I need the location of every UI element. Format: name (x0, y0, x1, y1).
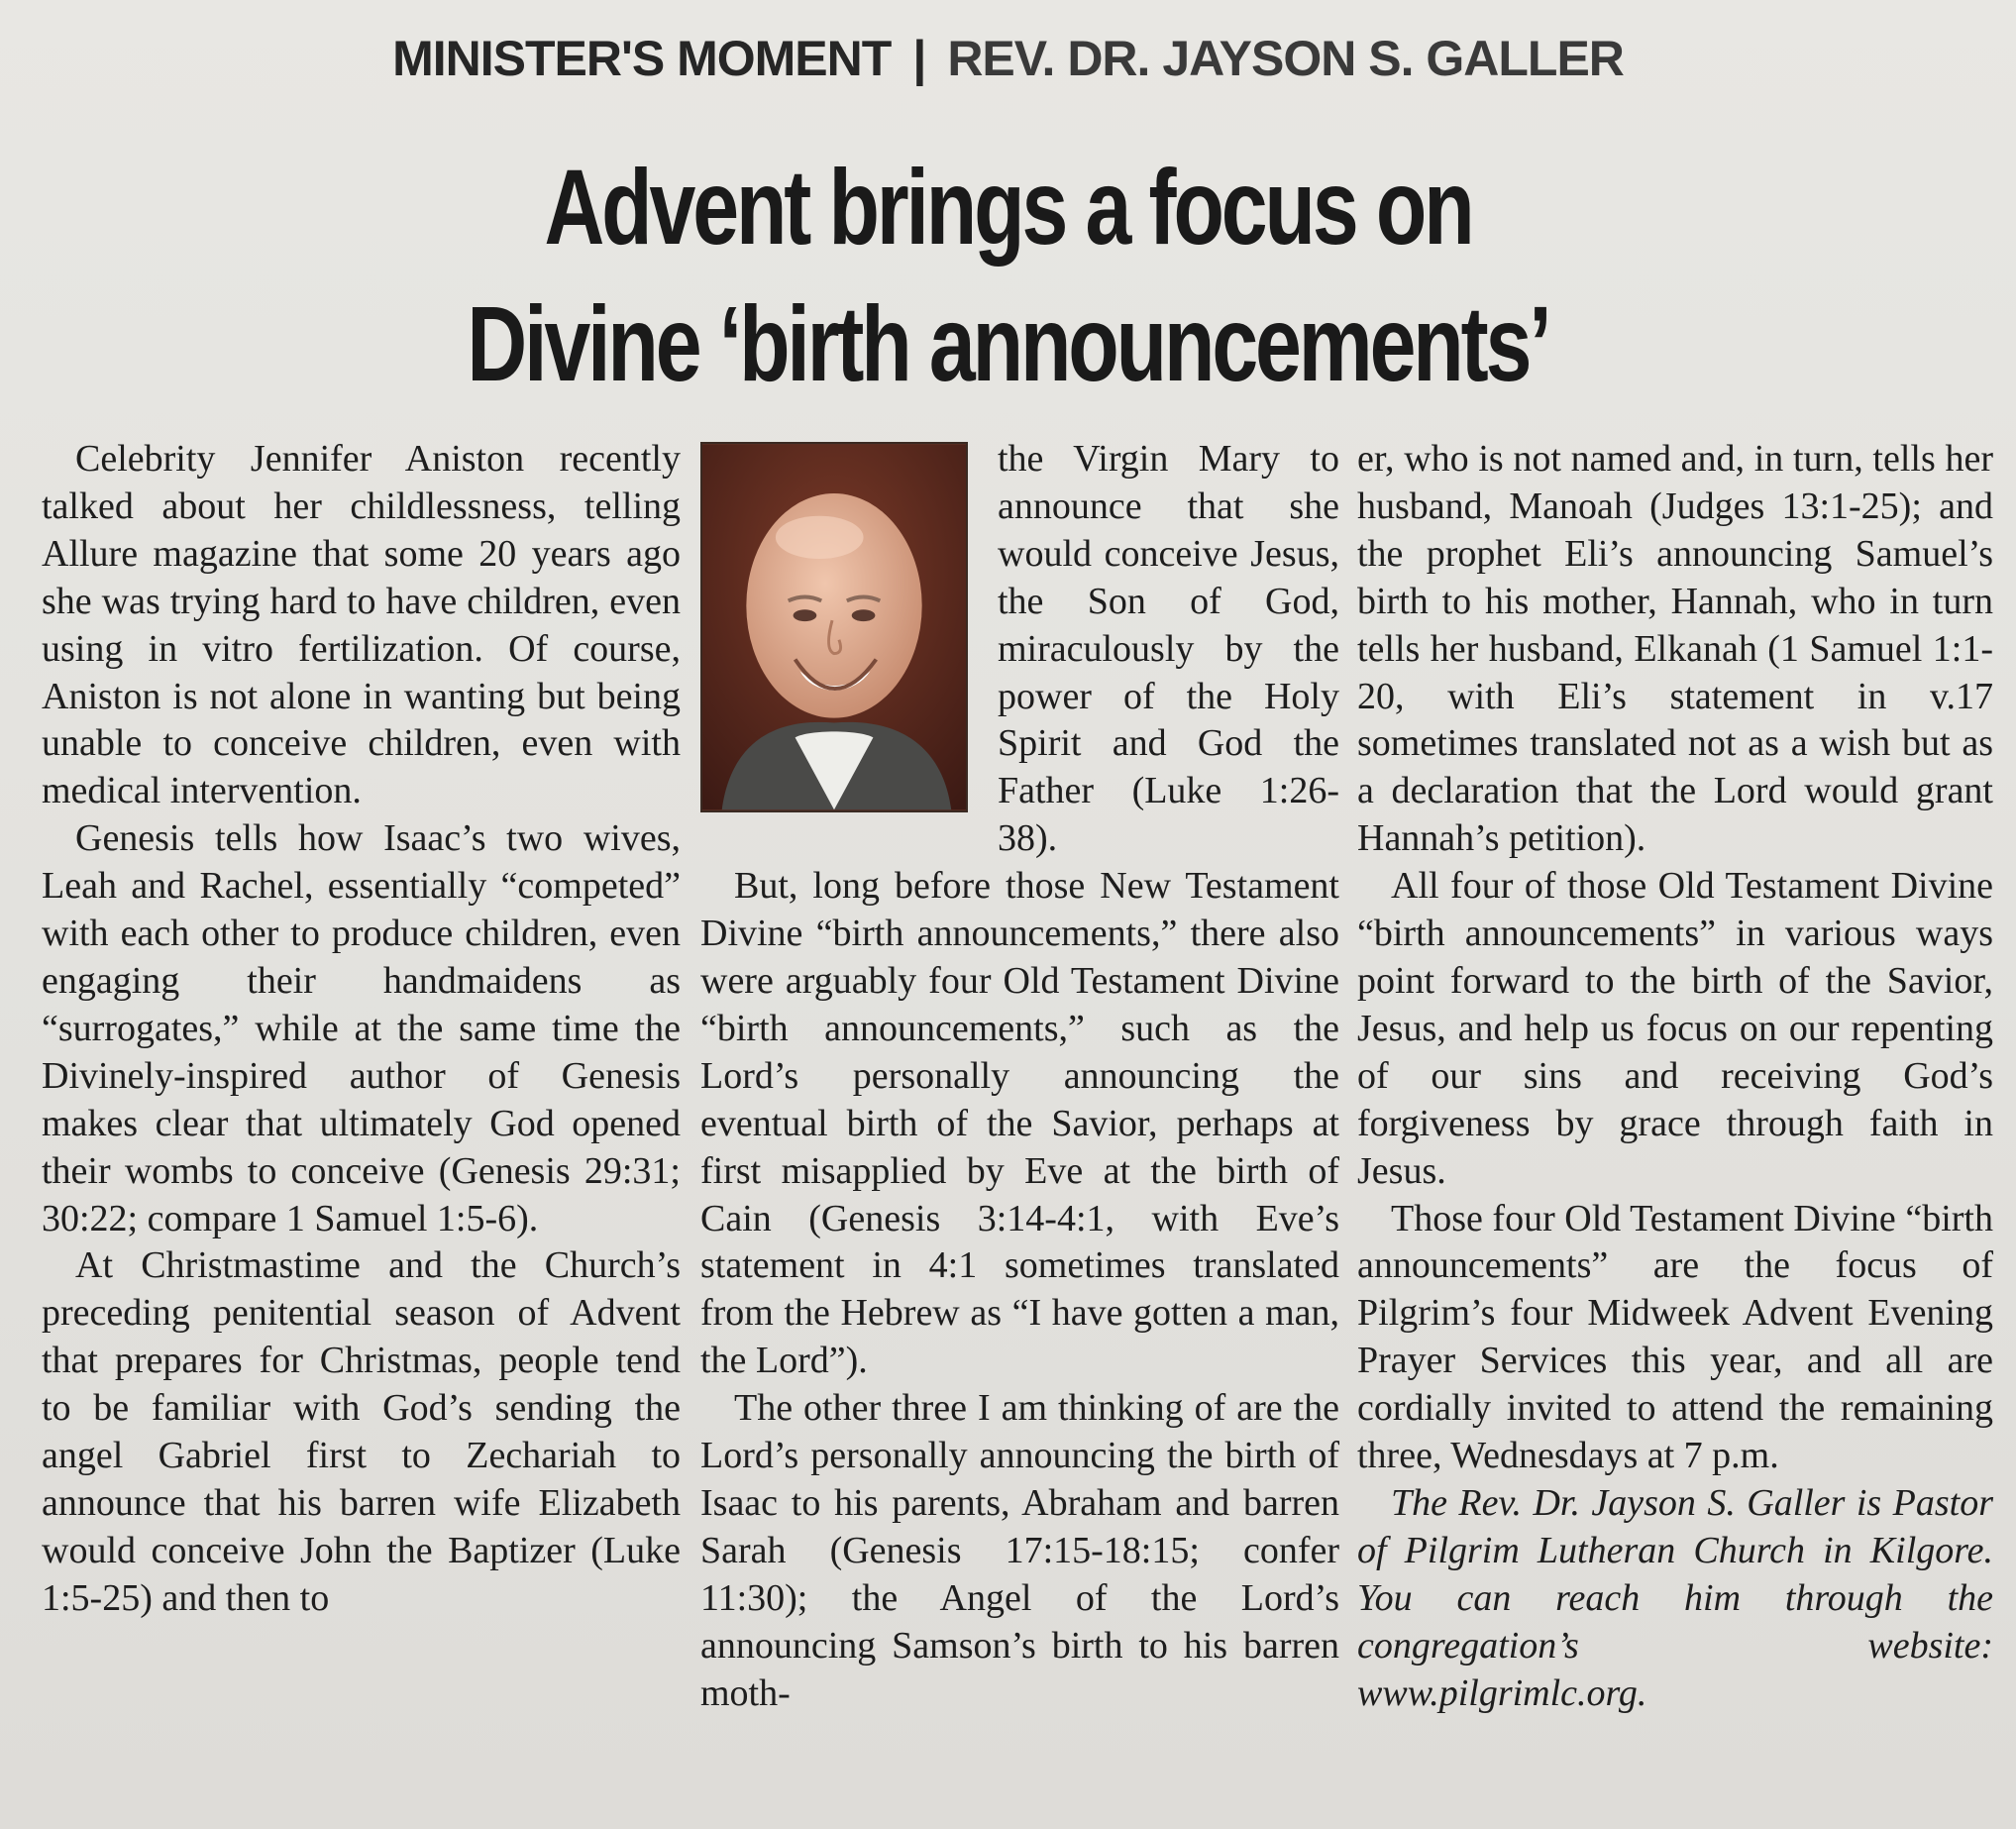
paragraph: All four of those Old Testament Divine “birth announcements” in various ways point forward to the birth of the Savior, Jesus, and help us focus on our repenting of our sins and receiving God’s forgiveness by grace through faith in Jesus. (1357, 865, 1993, 1192)
article-column-3 (1357, 436, 1993, 1717)
paragraph: er, who is not named and, in turn, tells her husband, Manoah (Judges 13:1-25); and the prophet Eli’s announcing Samuel’s birth to his mother, Hannah, who in turn tells her husband, Elkanah (1 Samuel 1:1-20, with Eli’s statement in v.17 sometimes translated not as a wish but as a declaration that the Lord would grant Hannah’s petition). (1357, 438, 1993, 860)
paragraph: The other three I am thinking of are the Lord’s personally announcing the birth of Isaac to his parents, Abraham and barren Sarah (Genesis 17:15-18:15; confer 11:30); the Angel of the Lord’s announcing Samson’s birth to his barren moth- (700, 1387, 1339, 1714)
headline-line-2: Divine ‘birth announcements’ (467, 283, 1549, 403)
article-column-2 (700, 436, 1339, 1717)
paragraph: But, long before those New Testament Divine “birth announcements,” there also were arguably four Old Testament Divine “birth announcements,” such as the Lord’s personally announcing the eventual birth of the Savior, perhaps at first misapplied by Eve at the birth of Cain (Genesis 3:14-4:1, with Eve’s statement in 4:1 sometimes translated from the Hebrew as “I have gotten a man, the Lord”). (700, 865, 1339, 1382)
article-column-1 (42, 436, 681, 1623)
headline-line-1: Advent brings a focus on (544, 147, 1472, 267)
paragraph: Genesis tells how Isaac’s two wives, Leah and Rachel, essentially “competed” with each other to produce children, even engaging their handmaidens as “surrogates,” while at the same time the Divinely-inspired author of Genesis makes clear that ultimately God opened their wombs to conceive (Genesis 29:31; 30:22; compare 1 Samuel 1:5-6). (42, 817, 681, 1239)
paragraph: Those four Old Testament Divine “birth announcements” are the focus of Pilgrim’s four Midweek Advent Evening Prayer Services this year, and all are cordially invited to attend the remaining three, Wednesdays at 7 p.m. (1357, 1197, 1993, 1477)
column-kicker (0, 30, 2016, 87)
kicker-label: MINISTER'S MOMENT (392, 31, 892, 86)
author-photo (700, 442, 968, 812)
article-headline (222, 139, 1794, 412)
paragraph: At Christmastime and the Church’s preceding penitential season of Advent that prepares for Christmas, people tend to be familiar with God’s sending the angel Gabriel first to Zechariah to announce that his barren wife Elizabeth would conceive John the Baptizer (Luke 1:5-25) and then to (42, 1244, 681, 1619)
author-headshot-photo (702, 444, 966, 810)
paragraph: the Virgin Mary to announce that she would conceive Jesus, the Son of God, miraculously by the power of the Holy Spirit and God the Father (Luke 1:26-38). (998, 438, 1339, 860)
kicker-separator: | (912, 31, 926, 86)
author-byline: REV. DR. JAYSON S. GALLER (947, 31, 1624, 86)
paragraph: Celebrity Jennifer Aniston recently talked about her childlessness, telling Allure magazine that some 20 years ago she was trying hard to have children, even using in vitro fertilization. Of course, Aniston is not alone in wanting but being unable to conceive children, even with medical intervention. (42, 438, 681, 812)
author-tagline: The Rev. Dr. Jayson S. Galler is Pastor of Pilgrim Lutheran Church in Kilgore. You can reach him through the congregation’s website: www.pilgrimlc.org. (1357, 1481, 1993, 1714)
